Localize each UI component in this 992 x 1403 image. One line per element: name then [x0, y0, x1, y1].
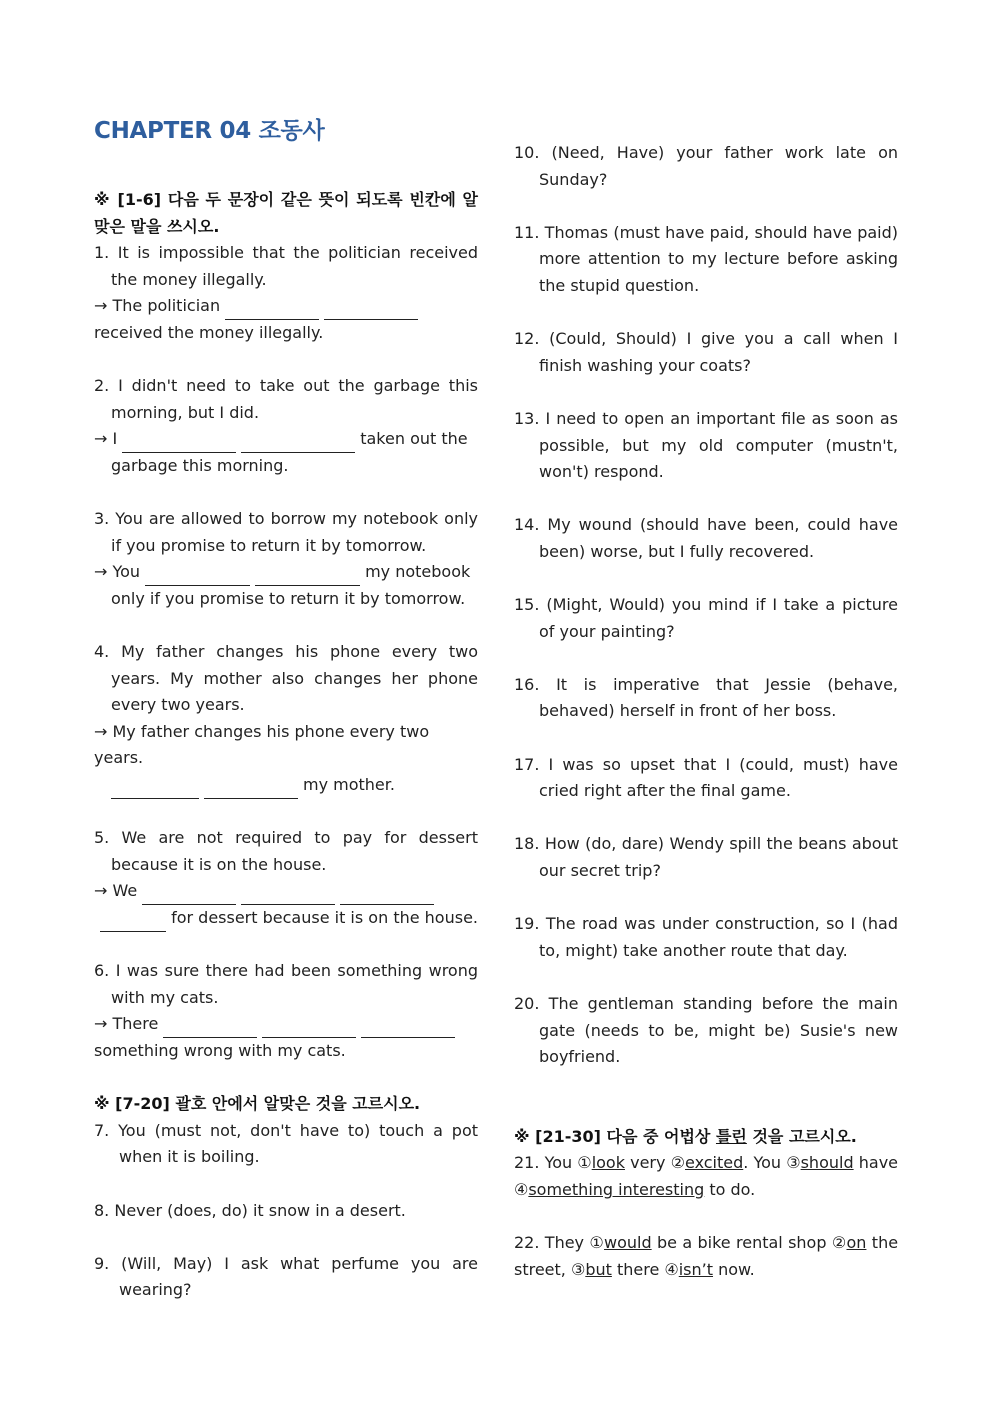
- choice-marker: ①: [589, 1233, 605, 1253]
- question-text: very: [624, 1153, 671, 1173]
- answer-middle: my notebook: [365, 562, 471, 582]
- question-17: 17. I was so upset that I (could, must) have cried right after the final game.: [514, 754, 898, 801]
- reference-mark: ※: [514, 1126, 530, 1146]
- choice-marker: ③: [786, 1153, 801, 1173]
- question-text: there: [611, 1259, 665, 1279]
- left-column: [94, 187, 478, 1304]
- question-text: now.: [713, 1259, 755, 1279]
- answer-blank[interactable]: [255, 565, 360, 586]
- section-heading-1-6: [94, 187, 478, 240]
- choice-word: look: [591, 1153, 625, 1173]
- question-5: [94, 825, 478, 931]
- question-18: 18. How (do, dare) Wendy spill the beans about our secret trip?: [514, 834, 898, 881]
- answer-line: [94, 878, 478, 905]
- question-6: [94, 958, 478, 1064]
- question-15: 15. (Might, Would) you mind if I take a picture of your painting?: [514, 595, 898, 641]
- section-instruction-end: 것을 고르시오.: [746, 1126, 857, 1146]
- question-12: 12. (Could, Should) I give you a call when I finish washing your coats?: [514, 329, 898, 375]
- question-text: to do.: [704, 1179, 756, 1199]
- choice-word: should: [800, 1153, 854, 1173]
- question-text: . You: [743, 1153, 787, 1173]
- choice-word: but: [585, 1259, 612, 1279]
- question-2: [94, 373, 478, 479]
- section-range: [7-20]: [115, 1094, 170, 1114]
- answer-middle: taken out the: [360, 429, 468, 449]
- question-text: 6. I was sure there had been something wrong with my cats.: [94, 961, 478, 1007]
- answer-blank[interactable]: [340, 884, 434, 905]
- question-text: 4. My father changes his phone every two years. My mother also changes her phone every two years.: [94, 642, 478, 715]
- question-9: 9. (Will, May) I ask what perfume you are wearing?: [94, 1253, 478, 1300]
- answer-blank[interactable]: [241, 432, 355, 453]
- reference-mark: ※: [94, 190, 111, 209]
- answer-blank[interactable]: [145, 565, 250, 586]
- answer-line: [94, 772, 478, 799]
- answer-suffix: my mother.: [303, 775, 395, 795]
- answer-suffix: something wrong with my cats.: [94, 1041, 346, 1060]
- question-text: be a bike rental shop: [651, 1233, 832, 1253]
- question-1: [94, 240, 478, 346]
- answer-blank[interactable]: [163, 1017, 257, 1038]
- answer-suffix: for dessert because it is on the house.: [171, 908, 478, 928]
- answer-prefix: → We: [94, 881, 138, 901]
- chapter-title: CHAPTER 04 조동사: [94, 118, 325, 144]
- answer-prefix: → You: [94, 562, 141, 582]
- section-instruction: 괄호 안에서 알맞은 것을 고르시오.: [175, 1094, 421, 1114]
- answer-prefix: → There: [94, 1014, 159, 1034]
- answer-prefix: → The politician: [94, 296, 221, 316]
- answer-blank[interactable]: [324, 299, 418, 320]
- choice-word: on: [846, 1233, 867, 1253]
- section-heading-21-30: [514, 1124, 898, 1151]
- question-14: 14. My wound (should have been, could have been) worse, but I fully recovered.: [514, 515, 898, 561]
- section-instruction: 다음 중 어법상: [606, 1126, 716, 1146]
- section-instruction: 다음 두 문장이 같은 뜻이 되도록 빈칸에 알맞은 말을 쓰시오.: [94, 190, 479, 236]
- answer-suffix: received the money illegally.: [94, 322, 324, 342]
- question-10: 10. (Need, Have) your father work late on Sunday?: [514, 143, 898, 189]
- answer-blank[interactable]: [241, 884, 335, 905]
- answer-line: [94, 1011, 478, 1038]
- section-range: [21-30]: [535, 1126, 601, 1146]
- answer-line: [94, 293, 478, 320]
- reference-mark: ※: [94, 1094, 110, 1114]
- choice-marker: ②: [670, 1153, 685, 1173]
- answer-prefix: → I: [94, 429, 118, 449]
- answer-blank[interactable]: [361, 1017, 455, 1038]
- question-number: 22. They: [514, 1233, 590, 1253]
- answer-line: [94, 426, 478, 453]
- answer-suffix: garbage this morning.: [111, 455, 289, 475]
- choice-marker: ③: [570, 1259, 586, 1279]
- question-11: 11. Thomas (must have paid, should have paid) more attention to my lecture before asking the stupid question.: [514, 222, 898, 295]
- right-column: [514, 140, 898, 1283]
- question-text: 1. It is impossible that the politician received the money illegally.: [94, 243, 478, 289]
- answer-blank[interactable]: [204, 778, 298, 799]
- answer-line: [94, 559, 478, 586]
- answer-blank[interactable]: [100, 911, 166, 932]
- question-4: [94, 639, 478, 799]
- choice-word: something interesting: [528, 1179, 705, 1199]
- question-text: have: [853, 1153, 898, 1173]
- question-text: 2. I didn't need to take out the garbage this morning, but I did.: [94, 376, 478, 422]
- question-number: 21. You: [514, 1153, 578, 1173]
- question-text: the street,: [514, 1233, 899, 1279]
- question-21: [514, 1150, 898, 1203]
- answer-continuation: [94, 453, 478, 480]
- question-3: [94, 506, 478, 612]
- question-8: 8. Never (does, do) it snow in a desert.: [94, 1200, 406, 1220]
- answer-blank[interactable]: [111, 778, 199, 799]
- question-text: 3. You are allowed to borrow my notebook only if you promise to return it by tomorrow.: [94, 509, 478, 555]
- question-13: 13. I need to open an important file as soon as possible, but my old computer (mustn't, won't) respond.: [514, 408, 898, 482]
- answer-blank[interactable]: [142, 884, 236, 905]
- question-20: 20. The gentleman standing before the main gate (needs to be, might be) Susie's new boyfriend.: [514, 994, 898, 1067]
- choice-marker: ④: [514, 1179, 529, 1199]
- answer-blank[interactable]: [262, 1017, 356, 1038]
- answer-continuation: [94, 586, 478, 613]
- question-22: [514, 1230, 898, 1283]
- question-text: 5. We are not required to pay for dessert because it is on the house.: [94, 828, 478, 874]
- question-16: 16. It is imperative that Jessie (behave, behaved) herself in front of her boss.: [514, 674, 898, 721]
- emphasis-incorrect: 틀린: [715, 1126, 747, 1146]
- answer-continuation: [94, 905, 478, 932]
- answer-blank[interactable]: [122, 432, 236, 453]
- answer-prefix: → My father changes his phone every two years.: [94, 721, 430, 768]
- choice-word: isn’t: [678, 1259, 714, 1279]
- answer-blank[interactable]: [225, 299, 319, 320]
- choice-marker: ①: [577, 1153, 592, 1173]
- question-19: 19. The road was under construction, so I (had to, might) take another route that day.: [514, 914, 898, 960]
- section-heading-7-20: [94, 1091, 478, 1118]
- section-range: [1-6]: [117, 190, 162, 209]
- answer-suffix: only if you promise to return it by tomorrow.: [111, 588, 466, 608]
- choice-marker: ②: [831, 1233, 847, 1253]
- choice-marker: ④: [664, 1259, 679, 1279]
- choice-word: excited: [685, 1153, 744, 1173]
- question-7: 7. You (must not, don't have to) touch a pot when it is boiling.: [94, 1120, 478, 1167]
- choice-word: would: [604, 1233, 652, 1253]
